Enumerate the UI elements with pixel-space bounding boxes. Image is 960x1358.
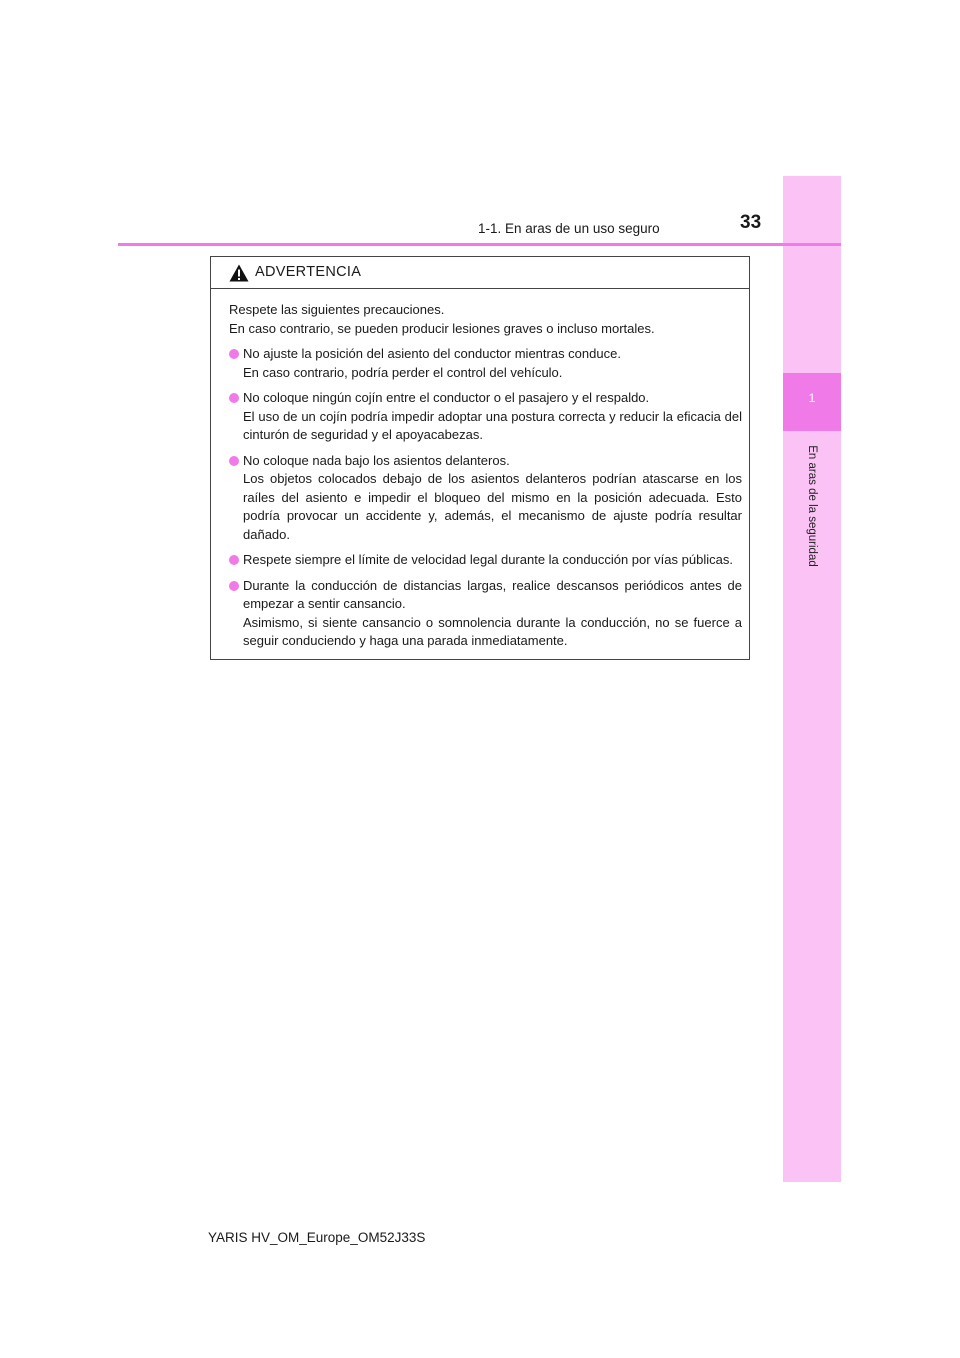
warning-body xyxy=(211,289,749,651)
item-detail: Asimismo, si siente cansancio o somnolencia durante la conducción, no se fuerce a seguir conduciendo y haga una parada inmediatamente. xyxy=(243,614,742,648)
item-main: No ajuste la posición del asiento del conductor mientras conduce. xyxy=(243,346,621,361)
intro-line: Respete las siguientes precauciones. xyxy=(229,302,445,317)
bullet-icon xyxy=(229,555,239,565)
bullet-icon xyxy=(229,393,239,403)
document-code: YARIS HV_OM_Europe_OM52J33S xyxy=(208,1230,426,1245)
warning-triangle-icon xyxy=(229,264,249,282)
warning-box xyxy=(210,256,750,660)
page-number: 33 xyxy=(740,212,762,233)
header-divider xyxy=(118,243,841,246)
item-detail: El uso de un cojín podría impedir adoptar una postura correcta y reducir la eficacia del cinturón de seguridad y el apoyacabezas. xyxy=(243,408,742,442)
warning-title: ADVERTENCIA xyxy=(255,264,362,280)
chapter-title: En aras de la seguridad xyxy=(806,445,818,567)
item-main: No coloque ningún cojín entre el conductor o el pasajero y el respaldo. xyxy=(243,390,650,405)
bullet-icon xyxy=(229,456,239,466)
warning-header xyxy=(211,257,749,289)
item-main: No coloque nada bajo los asientos delanteros. xyxy=(243,452,510,468)
item-main: Durante la conducción de distancias largas, realice descansos periódicos antes de empezar a sentir cansancio. xyxy=(243,577,742,611)
item-detail: En caso contrario, podría perder el control del vehículo. xyxy=(243,364,563,380)
warning-item xyxy=(229,345,742,382)
chapter-number: 1 xyxy=(808,391,816,405)
warning-item xyxy=(229,452,742,545)
item-detail: Los objetos colocados debajo de los asientos delanteros podrían atascarse en los raíles del asiento e impedir el bloqueo del mismo en la posición adecuada. Esto podría provocar un accidente y, además, el mecanismo de ajuste podría resultar dañado. xyxy=(243,471,742,542)
intro-line: En caso contrario, se pueden producir lesiones graves o incluso mortales. xyxy=(229,320,655,336)
warning-intro xyxy=(229,301,742,338)
warning-item xyxy=(229,577,742,651)
warning-item xyxy=(229,389,742,445)
bullet-icon xyxy=(229,581,239,591)
item-main: Respete siempre el límite de velocidad legal durante la conducción por vías públicas. xyxy=(243,552,733,567)
chapter-side-tab xyxy=(783,176,841,1182)
warning-item xyxy=(229,551,742,570)
section-title: 1-1. En aras de un uso seguro xyxy=(478,221,660,236)
bullet-icon xyxy=(229,349,239,359)
